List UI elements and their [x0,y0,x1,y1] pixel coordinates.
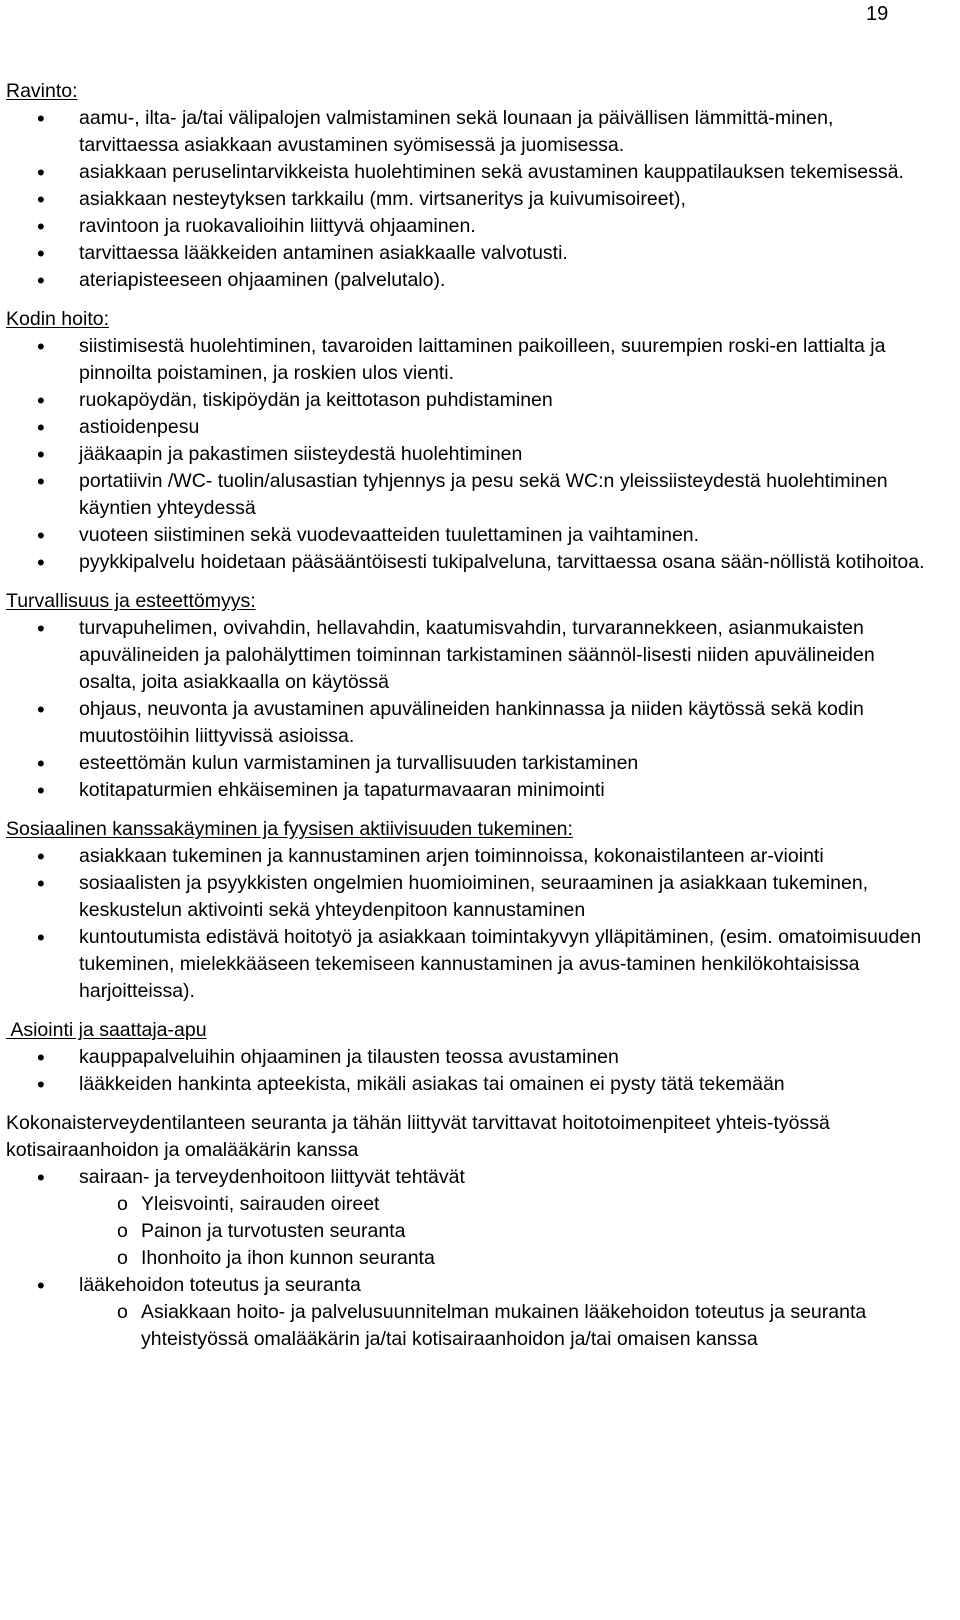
sublist-item: o Ihonhoito ja ihon kunnon seuranta [79,1245,931,1272]
list-item: • siistimisestä huolehtiminen, tavaroiden laittaminen paikoilleen, suurempien roski-en lattialta ja pinnoilta poistaminen, ja roskien ulos vienti. [6,333,931,387]
list-item: • ohjaus, neuvonta ja avustaminen apuvälineiden hankinnassa ja niiden käytössä sekä kodin muutostöihin liittyvissä asioissa. [6,696,931,750]
list-item: • asiakkaan nesteytyksen tarkkailu (mm. virtsaneritys ja kuivumisoireet), [6,186,931,213]
list-item: • kotitapaturmien ehkäiseminen ja tapaturmavaaran minimointi [6,777,931,804]
sosiaalinen-list [6,843,931,1005]
list-item: • asiakkaan peruselintarvikkeista huolehtiminen sekä avustaminen kauppatilauksen tekemisessä. [6,159,931,186]
ravinto-list [6,105,931,294]
kokonaisterveydentila-list [6,1164,931,1353]
section-heading-ravinto: Ravinto: [6,80,78,102]
section-heading-asiointi: Asiointi ja saattaja-apu [6,1019,207,1041]
section-heading-turvallisuus: Turvallisuus ja esteettömyys: [6,590,256,612]
sublist [79,1299,931,1353]
sublist-item: o Painon ja turvotusten seuranta [79,1218,931,1245]
section-heading-kokonaisterveydentila: Kokonaisterveydentilanteen seuranta ja tähän liittyvät tarvittavat hoitotoimenpiteet yhteis-työssä kotisairaanhoidon ja omalääkärin kanssa [6,1112,830,1161]
list-item: • aamu-, ilta- ja/tai välipalojen valmistaminen sekä lounaan ja päivällisen lämmittä-minen, tarvittaessa asiakkaan avustaminen syömisessä ja juomisessa. [6,105,931,159]
document-body [6,78,931,1353]
section-heading-kodin-hoito: Kodin hoito: [6,308,109,330]
list-item: • turvapuhelimen, ovivahdin, hellavahdin, kaatumisvahdin, turvarannekkeen, asianmukaisten apuvälineiden ja palohälyttimen toiminnan tarkistaminen säännöl-lisesti niiden apuvälineiden osalta, joita asiakkaalla on käytössä [6,615,931,696]
turvallisuus-list [6,615,931,804]
list-item: • sairaan- ja terveydenhoitoon liittyvät tehtävät o Yleisvointi, sairauden oireet o Painon ja turvotusten seuranta o Ihonhoito ja ihon kunnon seuranta [6,1164,931,1272]
list-item: • jääkaapin ja pakastimen siisteydestä huolehtiminen [6,441,931,468]
list-item: • portatiivin /WC- tuolin/alusastian tyhjennys ja pesu sekä WC:n yleissiisteydestä huolehtiminen käyntien yhteydessä [6,468,931,522]
kodin-hoito-list [6,333,931,576]
page-number: 19 [866,3,889,25]
list-item: • kauppapalveluihin ohjaaminen ja tilausten teossa avustaminen [6,1044,931,1071]
sublist-item: o Yleisvointi, sairauden oireet [79,1191,931,1218]
list-item: • astioidenpesu [6,414,931,441]
list-item: • lääkehoidon toteutus ja seuranta o Asiakkaan hoito- ja palvelusuunnitelman mukainen lääkehoidon toteutus ja seuranta yhteistyössä omalääkärin ja/tai kotisairaanhoidon ja/tai omaisen kanssa [6,1272,931,1353]
list-item: • kuntoutumista edistävä hoitotyö ja asiakkaan toimintakyvyn ylläpitäminen, (esim. omatoimisuuden tukeminen, mielekkääseen tekemiseen kannustaminen ja avus-taminen henkilökohtaisissa harjoitteissa). [6,924,931,1005]
list-item: • tarvittaessa lääkkeiden antaminen asiakkaalle valvotusti. [6,240,931,267]
list-item: • ravintoon ja ruokavalioihin liittyvä ohjaaminen. [6,213,931,240]
section-heading-sosiaalinen: Sosiaalinen kanssakäyminen ja fyysisen aktiivisuuden tukeminen: [6,818,573,840]
list-item: • lääkkeiden hankinta apteekista, mikäli asiakas tai omainen ei pysty tätä tekemään [6,1071,931,1098]
list-item: • vuoteen siistiminen sekä vuodevaatteiden tuulettaminen ja vaihtaminen. [6,522,931,549]
list-item: • esteettömän kulun varmistaminen ja turvallisuuden tarkistaminen [6,750,931,777]
list-item: • sosiaalisten ja psyykkisten ongelmien huomioiminen, seuraaminen ja asiakkaan tukeminen, keskustelun aktivointi sekä yhteydenpitoon kannustaminen [6,870,931,924]
list-item: • pyykkipalvelu hoidetaan pääsääntöisesti tukipalveluna, tarvittaessa osana sään-nöllistä kotihoitoa. [6,549,931,576]
list-item: • ateriapisteeseen ohjaaminen (palvelutalo). [6,267,931,294]
asiointi-list [6,1044,931,1098]
list-item: • ruokapöydän, tiskipöydän ja keittotason puhdistaminen [6,387,931,414]
list-item: • asiakkaan tukeminen ja kannustaminen arjen toiminnoissa, kokonaistilanteen ar-viointi [6,843,931,870]
sublist [79,1191,931,1272]
sublist-item: o Asiakkaan hoito- ja palvelusuunnitelman mukainen lääkehoidon toteutus ja seuranta yhteistyössä omalääkärin ja/tai kotisairaanhoidon ja/tai omaisen kanssa [79,1299,931,1353]
